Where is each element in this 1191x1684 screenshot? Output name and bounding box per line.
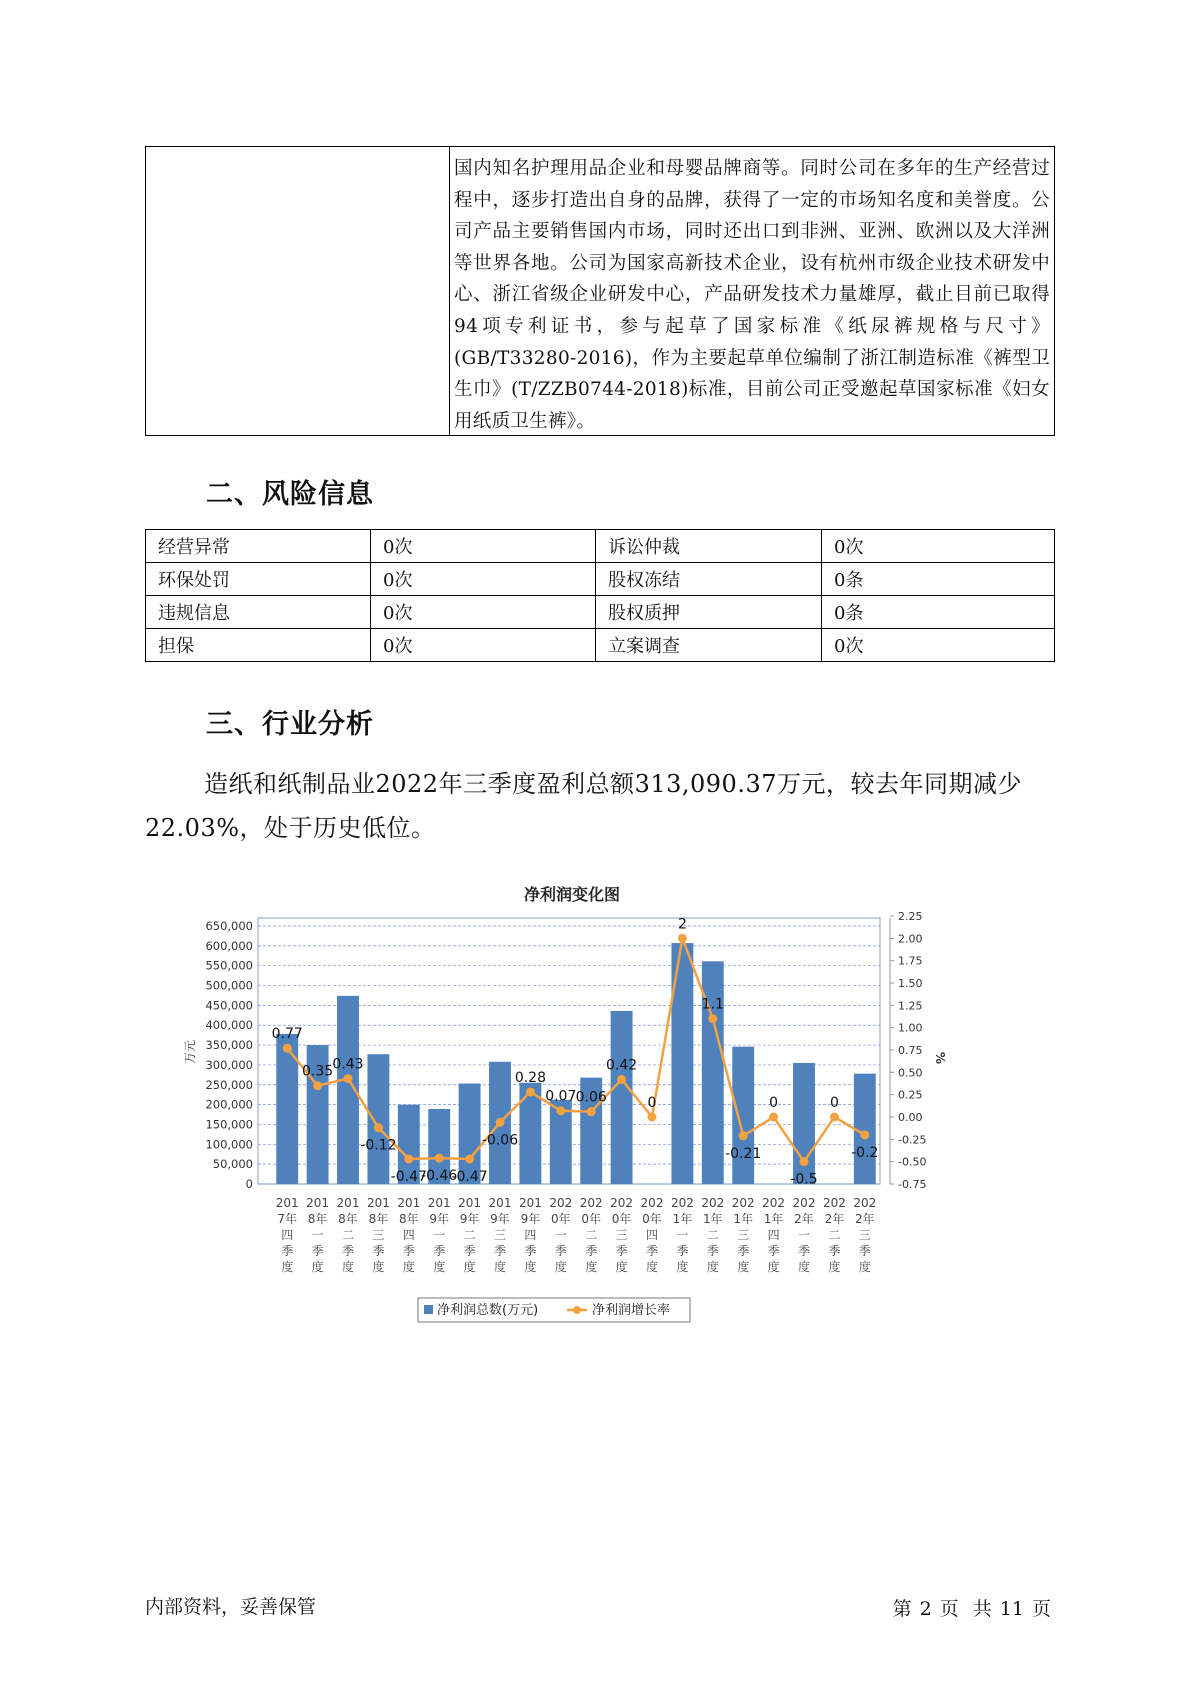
risk-item-label: 经营异常 (146, 530, 371, 563)
x-tick-label: 202 (701, 1196, 725, 1210)
y-tick-label: 500,000 (205, 978, 253, 993)
x-tick-label: 度 (706, 1260, 719, 1274)
x-tick-label: 201 (366, 1196, 390, 1210)
y2-tick-label: -0.25 (898, 1133, 927, 1147)
bar (611, 1011, 633, 1184)
x-tick-label: 7年 (277, 1212, 298, 1226)
y2-tick-label: 1.50 (898, 977, 923, 990)
x-tick-label: 季 (645, 1244, 659, 1258)
x-tick-label: 201 (336, 1196, 360, 1210)
x-tick-label: 202 (640, 1196, 664, 1210)
legend-swatch-dot (573, 1306, 581, 1314)
x-tick-label: 二 (706, 1228, 719, 1242)
x-tick-label: 9年 (459, 1212, 480, 1226)
growth-rate-point (678, 934, 687, 943)
data-label: -0.5 (790, 1171, 818, 1188)
x-tick-label: 8年 (307, 1212, 328, 1226)
x-tick-label: 度 (311, 1260, 324, 1274)
y2-tick-label: 2.00 (898, 932, 923, 946)
risk-item-value: 0次 (822, 530, 1055, 563)
risk-item-value: 0条 (822, 563, 1055, 596)
legend-swatch-bar (424, 1305, 433, 1314)
growth-rate-point (496, 1118, 505, 1127)
data-label: 0.35 (302, 1063, 334, 1080)
x-tick-label: 季 (585, 1244, 598, 1258)
y-tick-label: 150,000 (205, 1117, 253, 1132)
x-tick-label: 201 (275, 1196, 299, 1210)
data-label: -0.2 (851, 1144, 879, 1161)
x-tick-label: 度 (585, 1260, 598, 1274)
y2-tick-label: 1.25 (898, 999, 923, 1013)
risk-item-value: 0次 (371, 563, 596, 596)
data-label: 0.42 (606, 1057, 638, 1074)
y-tick-label: 300,000 (205, 1057, 253, 1072)
y-tick-label: 550,000 (205, 958, 253, 973)
y-tick-label: 400,000 (205, 1018, 253, 1033)
y-tick-label: 650,000 (205, 919, 253, 933)
legend-label-bar: 净利润总数(万元) (437, 1303, 539, 1318)
x-tick-label: 201 (488, 1196, 512, 1210)
x-tick-label: 202 (853, 1196, 877, 1210)
risk-table (145, 529, 1055, 662)
x-tick-label: 一 (311, 1228, 324, 1242)
x-tick-label: 二 (828, 1228, 841, 1242)
x-tick-label: 度 (797, 1260, 811, 1274)
data-label: 0.07 (545, 1088, 577, 1105)
x-tick-label: 201 (306, 1196, 330, 1210)
x-tick-label: 202 (579, 1196, 603, 1210)
x-tick-label: 季 (433, 1244, 446, 1258)
y2-tick-label: 1.00 (898, 1021, 923, 1035)
page-number: 2 (919, 1598, 932, 1620)
legend-label-line: 净利润增长率 (592, 1303, 671, 1318)
bar (732, 1047, 754, 1184)
y2-tick-label: -0.50 (898, 1155, 927, 1169)
growth-rate-point (374, 1123, 383, 1132)
x-tick-label: 度 (463, 1260, 476, 1274)
x-tick-label: 一 (797, 1228, 811, 1242)
data-label: -0.21 (725, 1145, 762, 1162)
risk-row (146, 596, 1055, 629)
x-tick-label: 季 (463, 1244, 476, 1258)
y2-tick-label: -0.75 (898, 1178, 927, 1191)
x-tick-label: 0年 (611, 1212, 632, 1226)
x-tick-label: 0年 (581, 1212, 602, 1226)
x-tick-label: 202 (731, 1196, 755, 1210)
x-tick-label: 四 (645, 1228, 659, 1242)
x-tick-label: 2年 (794, 1212, 814, 1226)
y-axis-label: 万元 (183, 1039, 197, 1065)
x-tick-label: 一 (433, 1228, 446, 1242)
industry-paragraph: 造纸和纸制品业2022年三季度盈利总额313,090.37万元，较去年同期减少22.03%，处于历史低位。 (145, 770, 1022, 842)
risk-row (146, 563, 1055, 596)
x-tick-label: 8年 (338, 1212, 358, 1226)
x-tick-label: 季 (828, 1244, 841, 1258)
growth-rate-point (526, 1087, 535, 1096)
growth-rate-point (800, 1157, 809, 1166)
y2-tick-label: 0.50 (898, 1066, 923, 1080)
data-label: 0.28 (514, 1069, 546, 1086)
data-label: -0.12 (360, 1137, 397, 1154)
data-label: 2 (677, 916, 687, 933)
risk-item-value: 0次 (371, 629, 596, 662)
x-tick-label: 度 (767, 1260, 780, 1274)
x-tick-label: 季 (311, 1244, 324, 1258)
x-tick-label: 度 (828, 1260, 841, 1274)
x-tick-label: 季 (281, 1244, 294, 1258)
data-label: 1.1 (701, 996, 724, 1013)
x-tick-label: 季 (615, 1244, 628, 1258)
growth-rate-point (587, 1107, 596, 1116)
growth-rate-point (435, 1154, 444, 1163)
x-tick-label: 三 (372, 1228, 385, 1242)
risk-row (146, 530, 1055, 563)
y-tick-label: 50,000 (212, 1157, 253, 1172)
x-tick-label: 四 (402, 1228, 415, 1242)
x-tick-label: 202 (670, 1196, 694, 1210)
total-pages: 11 (999, 1598, 1024, 1620)
x-tick-label: 度 (281, 1260, 294, 1274)
intro-table (145, 146, 1055, 436)
x-tick-label: 度 (433, 1260, 446, 1274)
footer-confidential-note: 内部资料，妥善保管 (145, 1596, 317, 1618)
data-label: 0.06 (575, 1089, 607, 1106)
x-tick-label: 度 (524, 1260, 537, 1274)
y-tick-label: 0 (245, 1177, 253, 1191)
x-tick-label: 三 (737, 1228, 750, 1242)
risk-item-value: 0条 (822, 596, 1055, 629)
x-tick-label: 季 (767, 1244, 780, 1258)
growth-rate-point (769, 1113, 778, 1122)
x-tick-label: 季 (372, 1244, 385, 1258)
bar (702, 961, 724, 1184)
page-prefix: 第 (892, 1598, 912, 1620)
x-tick-label: 201 (518, 1196, 542, 1210)
y-tick-label: 100,000 (205, 1137, 253, 1152)
page-unit: 页 (939, 1598, 959, 1620)
x-tick-label: 9年 (520, 1212, 541, 1226)
x-tick-label: 三 (858, 1228, 871, 1242)
risk-item-label: 立案调查 (596, 629, 822, 662)
x-tick-label: 201 (397, 1196, 421, 1210)
growth-rate-point (860, 1130, 869, 1139)
x-tick-label: 度 (554, 1260, 567, 1274)
x-tick-label: 季 (524, 1244, 537, 1258)
x-tick-label: 三 (615, 1228, 628, 1242)
x-tick-label: 季 (341, 1244, 355, 1258)
x-tick-label: 度 (341, 1260, 355, 1274)
growth-rate-point (283, 1044, 292, 1053)
x-tick-label: 度 (493, 1260, 507, 1274)
x-tick-label: 二 (341, 1228, 355, 1242)
data-label: -0.06 (481, 1132, 519, 1149)
risk-item-value: 0次 (371, 530, 596, 563)
x-tick-label: 1年 (733, 1212, 754, 1226)
growth-rate-point (556, 1106, 565, 1115)
risk-item-label: 股权质押 (596, 596, 822, 629)
x-tick-label: 季 (706, 1244, 719, 1258)
x-tick-label: 202 (792, 1196, 816, 1210)
x-tick-label: 一 (676, 1228, 689, 1242)
growth-rate-point (617, 1075, 626, 1084)
y2-tick-label: 2.25 (898, 910, 923, 923)
x-tick-label: 1年 (702, 1212, 723, 1226)
risk-item-label: 违规信息 (146, 596, 371, 629)
x-tick-label: 1年 (672, 1212, 693, 1226)
growth-rate-point (404, 1154, 413, 1163)
x-tick-label: 度 (645, 1260, 659, 1274)
section-title-risk: 二、风险信息 (206, 479, 374, 510)
x-tick-label: 2年 (854, 1212, 875, 1226)
data-label: -0.47 (390, 1168, 427, 1185)
x-tick-label: 度 (858, 1260, 871, 1274)
x-tick-label: 0年 (642, 1212, 662, 1226)
intro-table-label-cell (146, 147, 450, 435)
growth-rate-point (344, 1074, 353, 1083)
y-tick-label: 200,000 (205, 1097, 253, 1112)
growth-rate-point (830, 1113, 839, 1122)
risk-item-value: 0次 (371, 596, 596, 629)
data-label: -0.46 (421, 1168, 458, 1185)
x-tick-label: 三 (493, 1228, 507, 1242)
y2-tick-label: 0.25 (898, 1088, 923, 1102)
bar (367, 1054, 389, 1184)
x-tick-label: 度 (372, 1260, 385, 1274)
x-tick-label: 季 (554, 1244, 567, 1258)
y-tick-label: 600,000 (205, 938, 253, 953)
x-tick-label: 201 (458, 1196, 482, 1210)
x-tick-label: 202 (762, 1196, 786, 1210)
x-tick-label: 0年 (550, 1212, 571, 1226)
growth-rate-point (708, 1014, 717, 1023)
growth-rate-point (648, 1113, 657, 1122)
x-tick-label: 季 (797, 1244, 811, 1258)
risk-item-label: 股权冻结 (596, 563, 822, 596)
footer-page-info (889, 1594, 1055, 1621)
data-label: -0.47 (451, 1168, 488, 1185)
x-tick-label: 202 (822, 1196, 846, 1210)
risk-item-value: 0次 (822, 629, 1055, 662)
x-tick-label: 1年 (763, 1212, 784, 1226)
risk-row (146, 629, 1055, 662)
intro-text: 国内知名护理用品企业和母婴品牌商等。同时公司在多年的生产经营过程中，逐步打造出自身的品牌，获得了一定的市场知名度和美誉度。公司产品主要销售国内市场，同时还出口到非洲、亚洲、欧洲以及大洋洲等世界各地。公司为国家高新技术企业，设有杭州市级企业技术研发中心、浙江省级企业研发中心，产品研发技术力量雄厚，截止目前已取得94项专利证书，参与起草了国家标准《纸尿裤规格与尺寸》(GB/T33280-2016)，作为主要起草单位编制了浙江制造标准《裤型卫生巾》(T/ZZB0744-2018)标准，目前公司正受邀起草国家标准《妇女用纸质卫生裤》。 (454, 158, 1050, 432)
x-tick-label: 度 (402, 1260, 415, 1274)
x-tick-label: 季 (858, 1244, 871, 1258)
x-tick-label: 8年 (368, 1212, 389, 1226)
y2-tick-label: 1.75 (898, 954, 923, 968)
net-profit-chart (180, 880, 1040, 1330)
x-tick-label: 一 (554, 1228, 567, 1242)
total-unit: 页 (1031, 1598, 1051, 1620)
x-tick-label: 度 (676, 1260, 689, 1274)
chart-svg (180, 880, 1040, 1330)
x-tick-label: 201 (427, 1196, 451, 1210)
chart-title: 净利润变化图 (523, 885, 621, 904)
x-tick-label: 9年 (490, 1212, 510, 1226)
x-tick-label: 季 (737, 1244, 750, 1258)
y-tick-label: 250,000 (205, 1077, 253, 1092)
x-tick-label: 度 (737, 1260, 750, 1274)
x-tick-label: 2年 (824, 1212, 845, 1226)
x-tick-label: 季 (493, 1244, 507, 1258)
y2-tick-label: 0.75 (898, 1044, 923, 1057)
data-label: 0.43 (332, 1056, 364, 1073)
y-tick-label: 350,000 (205, 1038, 253, 1053)
x-tick-label: 度 (615, 1260, 628, 1274)
x-tick-label: 四 (281, 1228, 294, 1242)
x-tick-label: 四 (767, 1228, 780, 1242)
risk-item-label: 环保处罚 (146, 563, 371, 596)
data-label: 0.77 (271, 1026, 303, 1043)
x-tick-label: 季 (676, 1244, 689, 1258)
total-prefix: 共 (972, 1598, 992, 1620)
risk-item-label: 诉讼仲裁 (596, 530, 822, 563)
growth-rate-point (739, 1131, 748, 1140)
section-title-industry: 三、行业分析 (206, 709, 374, 740)
x-tick-label: 8年 (398, 1212, 419, 1226)
x-tick-label: 二 (463, 1228, 476, 1242)
bar (854, 1074, 876, 1184)
y2-axis-label: % (933, 1051, 947, 1065)
data-label: 0 (829, 1095, 839, 1111)
data-label: 0 (769, 1095, 779, 1111)
x-tick-label: 202 (549, 1196, 573, 1210)
growth-rate-point (465, 1154, 474, 1163)
risk-item-label: 担保 (146, 629, 371, 662)
growth-rate-point (313, 1081, 322, 1090)
x-tick-label: 202 (610, 1196, 634, 1210)
y2-tick-label: 0.00 (898, 1111, 923, 1124)
x-tick-label: 9年 (429, 1212, 450, 1226)
data-label: 0 (647, 1095, 657, 1111)
x-tick-label: 季 (402, 1244, 415, 1258)
y-tick-label: 450,000 (205, 998, 253, 1013)
x-tick-label: 四 (524, 1228, 537, 1242)
x-tick-label: 二 (585, 1228, 598, 1242)
